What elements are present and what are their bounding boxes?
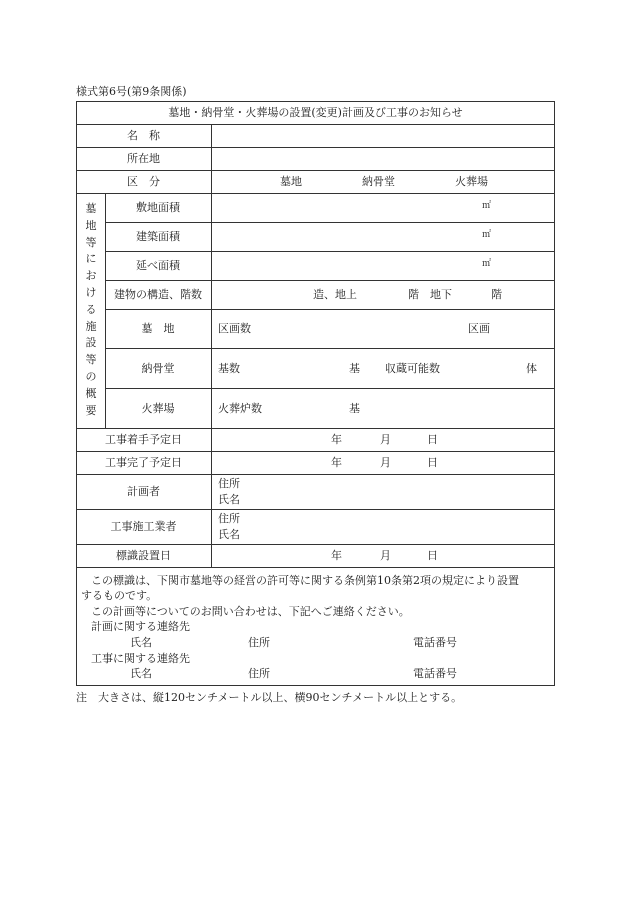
sign-date-label: 標識設置日 bbox=[116, 549, 171, 562]
divider bbox=[76, 509, 555, 510]
start-date-year: 年 bbox=[331, 433, 342, 446]
ossuary-capacity-unit: 体 bbox=[526, 362, 537, 375]
start-date-month: 月 bbox=[380, 433, 391, 446]
contractor-label: 工事施工業者 bbox=[110, 520, 177, 533]
notice-line-2: するものです。 bbox=[81, 589, 158, 602]
category-option-ossuary: 納骨堂 bbox=[362, 175, 395, 188]
end-date-label: 工事完了予定日 bbox=[105, 456, 182, 469]
divider bbox=[76, 147, 555, 148]
sign-date-month: 月 bbox=[380, 549, 391, 562]
total-floor-area-unit: ㎡ bbox=[482, 259, 492, 269]
ossuary-count-label: 基数 bbox=[218, 362, 240, 375]
divider bbox=[105, 251, 555, 252]
work-contact-phone: 電話番号 bbox=[413, 667, 457, 680]
work-contact-heading: 工事に関する連絡先 bbox=[91, 652, 190, 665]
site-area-label: 敷地面積 bbox=[136, 201, 180, 214]
ossuary-count-unit: 基 bbox=[349, 362, 360, 375]
cemetery-plot-count-label: 区画数 bbox=[218, 322, 251, 335]
contractor-name-label: 氏名 bbox=[218, 528, 240, 541]
divider bbox=[105, 309, 555, 310]
divider bbox=[76, 567, 555, 568]
plan-contact-heading: 計画に関する連絡先 bbox=[91, 620, 190, 633]
cemetery-label: 墓 地 bbox=[141, 322, 175, 335]
start-date-day: 日 bbox=[427, 433, 438, 446]
notice-line-3: この計画等についてのお問い合わせは、下記へご連絡ください。 bbox=[91, 605, 410, 618]
ossuary-label: 納骨堂 bbox=[141, 362, 175, 375]
divider bbox=[105, 348, 555, 349]
divider bbox=[105, 222, 555, 223]
divider bbox=[105, 388, 555, 389]
end-date-day: 日 bbox=[427, 456, 438, 469]
divider bbox=[105, 280, 555, 281]
divider bbox=[76, 193, 555, 194]
work-contact-address: 住所 bbox=[248, 667, 270, 680]
planner-label: 計画者 bbox=[127, 485, 160, 498]
form-number: 様式第6号(第9条関係) bbox=[76, 85, 187, 98]
ossuary-capacity-label: 収蔵可能数 bbox=[385, 362, 440, 375]
location-label: 所在地 bbox=[127, 152, 160, 165]
contractor-address-label: 住所 bbox=[218, 512, 240, 525]
category-option-crematorium: 火葬場 bbox=[455, 175, 488, 188]
divider bbox=[76, 544, 555, 545]
divider bbox=[76, 170, 555, 171]
divider bbox=[76, 451, 555, 452]
end-date-month: 月 bbox=[380, 456, 391, 469]
category-option-cemetery: 墓地 bbox=[280, 175, 302, 188]
building-area-label: 建築面積 bbox=[136, 230, 180, 243]
structure-text-basement: 階 地下 bbox=[408, 288, 452, 301]
crematorium-label: 火葬場 bbox=[141, 402, 175, 415]
category-label: 区 分 bbox=[127, 175, 160, 188]
work-contact-name: 氏名 bbox=[130, 667, 152, 680]
divider bbox=[76, 428, 555, 429]
name-label: 名 称 bbox=[127, 129, 160, 142]
form-title: 墓地・納骨堂・火葬場の設置(変更)計画及び工事のお知らせ bbox=[168, 106, 463, 119]
site-area-unit: ㎡ bbox=[482, 201, 492, 211]
divider bbox=[76, 124, 555, 125]
plan-contact-name: 氏名 bbox=[130, 636, 152, 649]
footnote: 注 大きさは、縦120センチメートル以上、横90センチメートル以上とする。 bbox=[76, 691, 463, 704]
cemetery-plot-unit: 区画 bbox=[468, 322, 490, 335]
building-area-unit: ㎡ bbox=[482, 230, 492, 240]
column-divider bbox=[105, 193, 106, 428]
structure-text-storeys: 造、地上 bbox=[313, 288, 357, 301]
divider bbox=[76, 474, 555, 475]
column-divider bbox=[211, 124, 212, 567]
start-date-label: 工事着手予定日 bbox=[105, 433, 182, 446]
structure-text-floor: 階 bbox=[491, 288, 502, 301]
notice-line-1: この標識は、下関市墓地等の経営の許可等に関する条例第10条第2項の規定により設置 bbox=[91, 574, 519, 587]
sign-date-day: 日 bbox=[427, 549, 438, 562]
structure-label: 建物の構造、階数 bbox=[114, 288, 202, 301]
plan-contact-address: 住所 bbox=[248, 636, 270, 649]
crematorium-furnace-label: 火葬炉数 bbox=[218, 402, 262, 415]
end-date-year: 年 bbox=[331, 456, 342, 469]
total-floor-area-label: 延べ面積 bbox=[136, 259, 180, 272]
planner-name-label: 氏名 bbox=[218, 493, 240, 506]
crematorium-furnace-unit: 基 bbox=[349, 402, 360, 415]
plan-contact-phone: 電話番号 bbox=[413, 636, 457, 649]
sign-date-year: 年 bbox=[331, 549, 342, 562]
planner-address-label: 住所 bbox=[218, 477, 240, 490]
overview-vertical-label: 墓 地 等 に お け る 施 設 等 の 概 要 bbox=[85, 202, 97, 417]
